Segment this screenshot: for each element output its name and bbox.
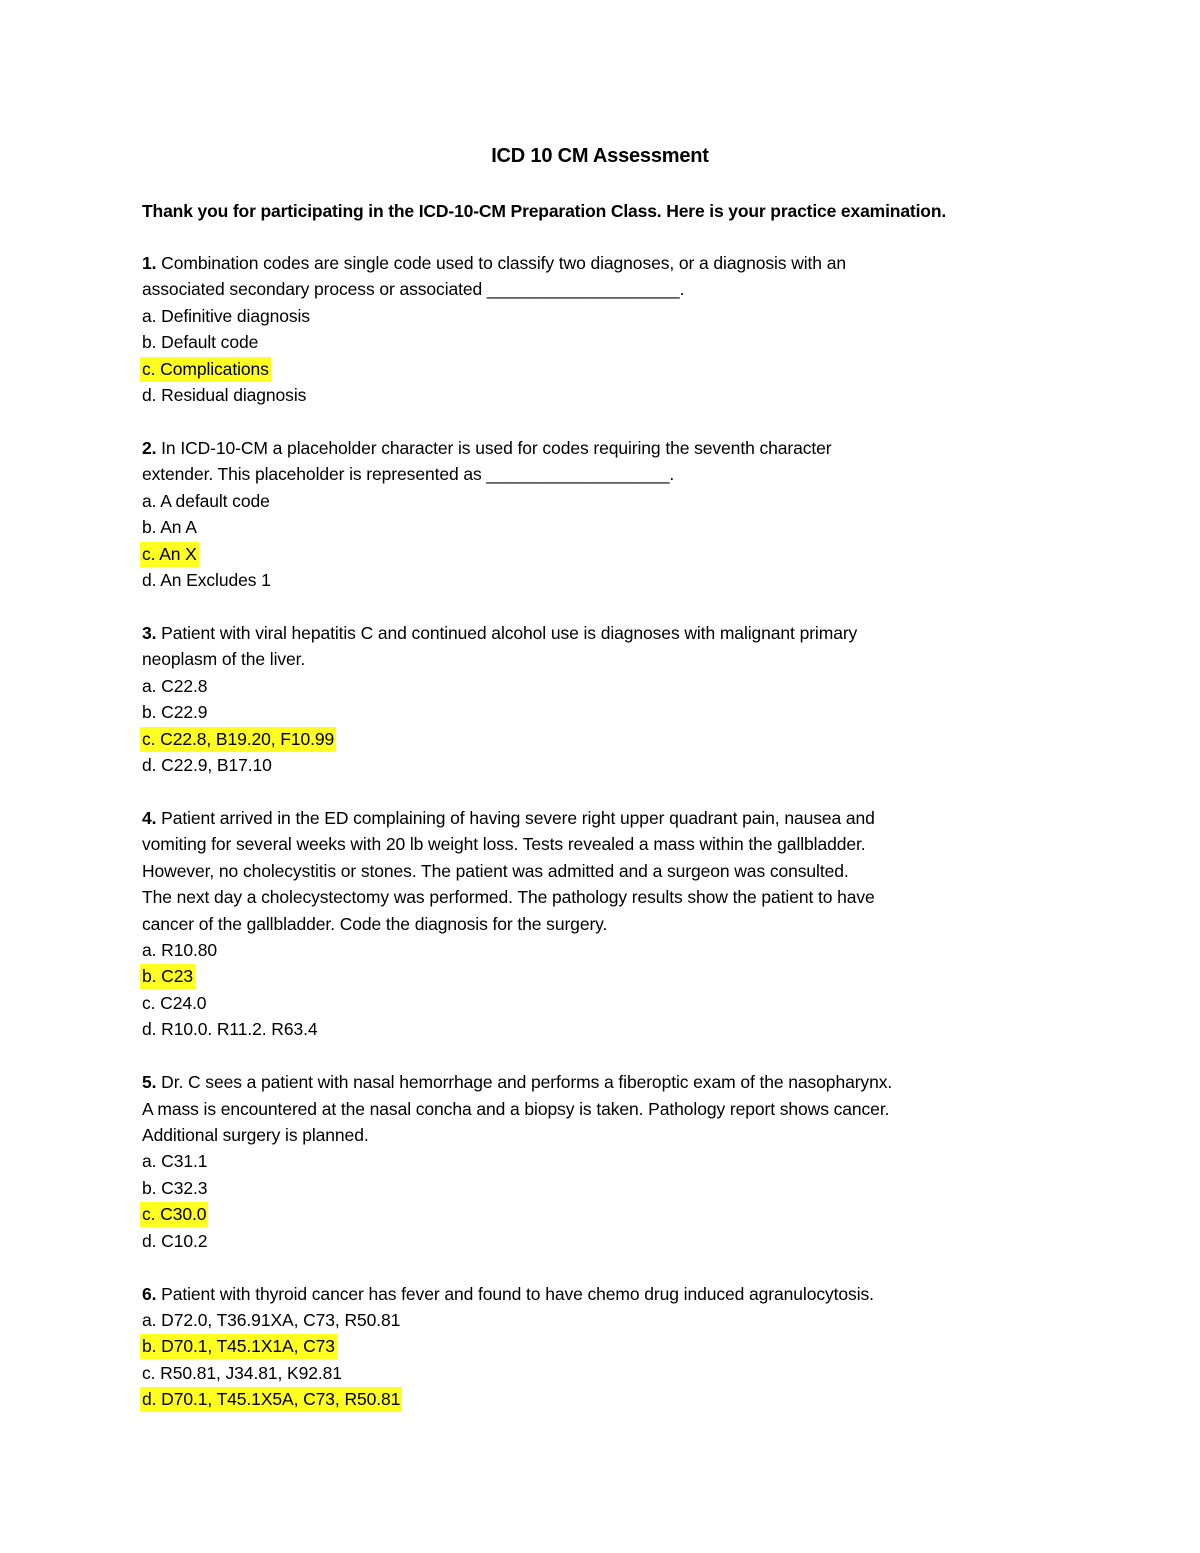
question-text: However, no cholecystitis or stones. The patient was admitted and a surgeon was consulted. <box>142 860 849 881</box>
question-text-line <box>142 911 607 937</box>
answer-option <box>142 329 258 355</box>
question-text: Patient with thyroid cancer has fever and found to have chemo drug induced agranulocytosis. <box>161 1283 874 1304</box>
answer-option <box>142 567 271 593</box>
question-text: The next day a cholecystectomy was performed. The pathology results show the patient to have <box>142 887 875 908</box>
answer-option <box>142 752 272 778</box>
answer-option-label: a. A default code <box>142 490 270 511</box>
intro-text: Thank you for participating in the ICD-10-CM Preparation Class. Here is your practice examination. <box>142 201 947 221</box>
question-text-line <box>142 1122 369 1148</box>
question-number: 1. <box>142 253 157 273</box>
answer-option-highlighted: d. D70.1, T45.1X5A, C73, R50.81 <box>140 1387 402 1412</box>
answer-option <box>142 1016 318 1042</box>
question-text: Dr. C sees a patient with nasal hemorrhage and performs a fiberoptic exam of the nasopharynx. <box>161 1072 893 1093</box>
answer-option-label: b. C32.3 <box>142 1177 208 1198</box>
answer-option <box>142 356 271 382</box>
answer-option-label: b. An A <box>142 517 197 538</box>
answer-option-label: d. C10.2 <box>142 1230 208 1251</box>
answer-option-label: b. Default code <box>142 332 259 353</box>
answer-option <box>142 990 206 1016</box>
answer-option <box>142 963 195 989</box>
question-text: Patient with viral hepatitis C and continued alcohol use is diagnoses with malignant primary <box>161 623 858 643</box>
question-text: Additional surgery is planned. <box>142 1125 369 1145</box>
answer-option <box>142 1333 337 1359</box>
question-text: vomiting for several weeks with 20 lb weight loss. Tests revealed a mass within the gallbladder. <box>142 834 866 855</box>
question-text: Patient arrived in the ED complaining of having severe right upper quadrant pain, nausea and <box>161 808 875 828</box>
question-text-line <box>142 276 684 302</box>
document-title: ICD 10 CM Assessment <box>491 145 709 167</box>
answer-option-label: a. D72.0, T36.91XA, C73, R50.81 <box>142 1310 401 1330</box>
answer-option-highlighted: c. Complications <box>140 357 271 382</box>
question-number: 3. <box>142 623 157 643</box>
answer-option-highlighted: c. An X <box>140 542 199 567</box>
answer-option-highlighted: c. C22.8, B19.20, F10.99 <box>140 727 336 752</box>
question-text: Combination codes are single code used to classify two diagnoses, or a diagnosis with an <box>161 253 846 273</box>
answer-option <box>142 1175 207 1201</box>
answer-option <box>142 382 306 408</box>
question-text: extender. This placeholder is represented as ___________________. <box>142 464 675 485</box>
answer-option <box>142 726 336 752</box>
answer-option-label: c. R50.81, J34.81, K92.81 <box>142 1362 342 1383</box>
question-text-line <box>142 831 866 857</box>
answer-option <box>142 1360 342 1386</box>
question-text-line <box>142 1069 892 1095</box>
question-text-line <box>142 884 875 910</box>
answer-option-highlighted: b. D70.1, T45.1X1A, C73 <box>140 1334 337 1359</box>
question-text-line <box>142 858 849 884</box>
answer-option <box>142 514 197 540</box>
answer-option <box>142 673 207 699</box>
question-text: associated secondary process or associated ____________________. <box>142 279 685 300</box>
answer-option <box>142 1386 402 1412</box>
answer-option <box>142 1201 208 1227</box>
question-text-line <box>142 646 305 672</box>
question-text: cancer of the gallbladder. Code the diagnosis for the surgery. <box>142 913 608 934</box>
answer-option-label: d. C22.9, B17.10 <box>142 755 272 775</box>
answer-option <box>142 303 310 329</box>
answer-option-label: d. Residual diagnosis <box>142 385 307 405</box>
question-text-line <box>142 461 674 487</box>
question-text-line <box>142 250 846 276</box>
answer-option <box>142 541 199 567</box>
answer-option <box>142 1228 207 1254</box>
question-number: 4. <box>142 808 157 828</box>
answer-option <box>142 1148 207 1174</box>
answer-option-label: a. C31.1 <box>142 1151 208 1172</box>
question-text: neoplasm of the liver. <box>142 649 306 670</box>
question-number: 6. <box>142 1283 157 1304</box>
question-number: 2. <box>142 438 157 458</box>
question-number: 5. <box>142 1072 157 1093</box>
answer-option <box>142 1307 400 1333</box>
answer-option <box>142 699 207 725</box>
question-text-line <box>142 1096 889 1122</box>
question-text-line <box>142 435 832 461</box>
question-text: In ICD-10-CM a placeholder character is used for codes requiring the seventh character <box>161 438 832 458</box>
answer-option-label: a. Definitive diagnosis <box>142 305 310 326</box>
question-text-line <box>142 620 857 646</box>
question-text-line <box>142 805 875 831</box>
answer-option-label: d. R10.0. R11.2. R63.4 <box>142 1019 318 1040</box>
question-text: A mass is encountered at the nasal concha and a biopsy is taken. Pathology report shows cancer. <box>142 1098 890 1119</box>
answer-option-label: c. C24.0 <box>142 992 207 1013</box>
answer-option <box>142 488 270 514</box>
answer-option <box>142 937 217 963</box>
answer-option-highlighted: c. C30.0 <box>140 1202 208 1227</box>
answer-option-label: d. An Excludes 1 <box>142 570 271 590</box>
answer-option-label: b. C22.9 <box>142 702 208 723</box>
answer-option-label: a. C22.8 <box>142 675 208 696</box>
question-text-line <box>142 1281 874 1307</box>
answer-option-highlighted: b. C23 <box>140 964 195 989</box>
answer-option-label: a. R10.80 <box>142 940 217 960</box>
